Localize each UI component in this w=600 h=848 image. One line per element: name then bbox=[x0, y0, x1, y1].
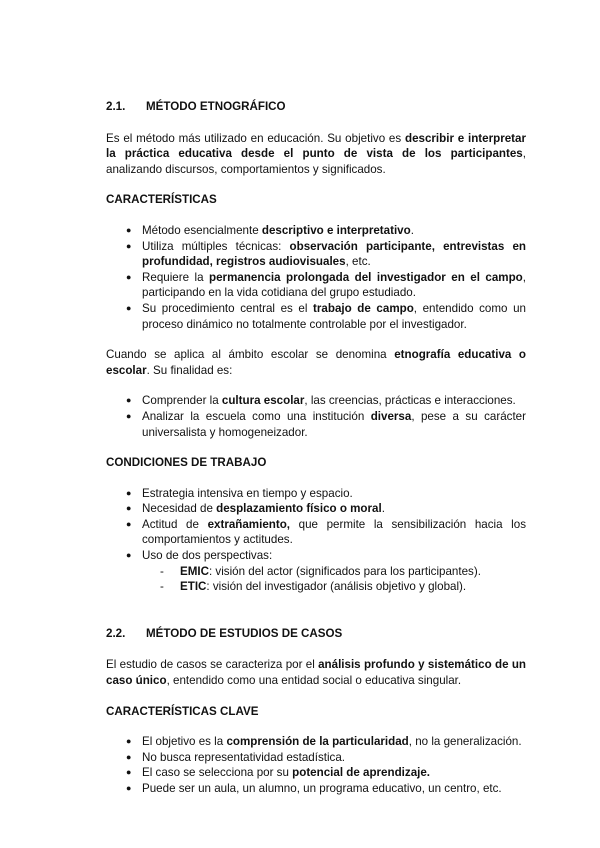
work-conditions-list bbox=[106, 486, 526, 564]
characteristics-list bbox=[106, 223, 526, 332]
text-run: , entendido como un proceso dinámico no totalmente controlable por el investigador. bbox=[142, 301, 526, 331]
text-run: Requiere la bbox=[142, 270, 210, 284]
list-item bbox=[106, 501, 526, 517]
text-run: , pese a su carácter universalista y homogeneizador. bbox=[142, 409, 526, 439]
section-2-1-heading bbox=[106, 99, 526, 115]
text-run: El objetivo es la bbox=[142, 735, 227, 749]
bold-text: trabajo de campo bbox=[313, 301, 414, 315]
list-item bbox=[106, 548, 526, 564]
bold-text: descriptivo e interpretativo bbox=[261, 223, 411, 237]
key-characteristics-heading: CARACTERÍSTICAS CLAVE bbox=[106, 704, 259, 718]
bold-text: potencial de aprendizaje. bbox=[292, 766, 431, 780]
text-run: Necesidad de bbox=[142, 502, 217, 516]
list-item bbox=[106, 781, 526, 797]
text-run: . bbox=[381, 502, 385, 516]
bold-text: desplazamiento físico o moral bbox=[216, 502, 382, 516]
text-run: Actitud de bbox=[142, 517, 208, 531]
text-run: Su procedimiento central es el bbox=[142, 301, 314, 315]
bold-text: permanencia prolongada del investigador en el campo bbox=[209, 270, 523, 284]
text-run: , las creencias, prácticas e interacciones. bbox=[304, 394, 516, 408]
section-title: MÉTODO DE ESTUDIOS DE CASOS bbox=[146, 626, 343, 640]
list-item bbox=[106, 239, 526, 270]
text-run: . Su finalidad es: bbox=[146, 363, 233, 377]
key-characteristics-list bbox=[106, 734, 526, 796]
list-item bbox=[106, 270, 526, 301]
section-title: MÉTODO ETNOGRÁFICO bbox=[146, 100, 286, 113]
section-number: 2.2. bbox=[106, 626, 126, 640]
text-run: Comprender la bbox=[142, 394, 222, 408]
section-2-2-heading bbox=[106, 626, 526, 642]
text-run: Utiliza múltiples técnicas: bbox=[142, 239, 290, 253]
bold-text: análisis profundo y sistemático de un caso único bbox=[106, 658, 526, 688]
list-item bbox=[106, 734, 526, 750]
text-run: El estudio de casos se caracteriza por el bbox=[106, 658, 319, 672]
bold-text: observación participante, entrevistas en profundidad, registros audiovisuales bbox=[142, 239, 527, 269]
perspectives-list bbox=[106, 564, 526, 595]
list-item bbox=[106, 301, 526, 332]
text-run: , analizando discursos, comportamientos y significados. bbox=[106, 147, 526, 176]
purpose-list bbox=[106, 393, 526, 440]
text-run: : visión del actor (significados para los participantes). bbox=[208, 564, 481, 578]
section-number: 2.1. bbox=[106, 100, 126, 113]
list-item bbox=[106, 564, 526, 580]
list-item bbox=[106, 393, 526, 409]
list-item bbox=[106, 486, 526, 502]
ethnographic-intro bbox=[106, 131, 526, 178]
text-run: , no la generalización. bbox=[408, 735, 522, 749]
bold-text: describir e interpretar la práctica educativa desde el punto de vista de los participantes bbox=[106, 131, 526, 161]
list-item bbox=[106, 750, 526, 766]
text-run: Cuando se aplica al ámbito escolar se denomina bbox=[106, 348, 395, 362]
list-item bbox=[106, 579, 526, 595]
text-run: . bbox=[410, 223, 414, 237]
bold-text: etnografía educativa o escolar bbox=[106, 348, 527, 377]
bold-text: ETIC bbox=[180, 580, 207, 594]
case-study-intro bbox=[106, 657, 526, 688]
text-run: Método esencialmente bbox=[142, 223, 262, 237]
document-page bbox=[106, 99, 526, 797]
text-run: Analizar la escuela como una institución bbox=[142, 409, 371, 423]
text-run: No busca representatividad estadística. bbox=[142, 750, 346, 764]
school-ethnography-paragraph bbox=[106, 347, 526, 378]
work-conditions-heading: CONDICIONES DE TRABAJO bbox=[106, 456, 267, 470]
list-item bbox=[106, 223, 526, 239]
bold-text: comprensión de la particularidad bbox=[226, 735, 409, 749]
bold-text: cultura escolar bbox=[221, 394, 305, 408]
list-item bbox=[106, 765, 526, 781]
text-run: , etc. bbox=[345, 255, 371, 269]
characteristics-heading: CARACTERÍSTICAS bbox=[106, 193, 217, 207]
list-item bbox=[106, 517, 526, 548]
text-run: , entendido como una entidad social o educativa singular. bbox=[166, 674, 462, 688]
bold-text: EMIC bbox=[180, 564, 209, 578]
text-run: : visión del investigador (análisis objetivo y global). bbox=[206, 580, 467, 594]
bold-text: diversa bbox=[370, 409, 412, 423]
bold-text: extrañamiento, bbox=[207, 517, 291, 531]
text-run: que permite la sensibilización hacia los comportamientos y actitudes. bbox=[142, 517, 526, 547]
text-run: , participando en la vida cotidiana del grupo estudiado. bbox=[142, 270, 527, 300]
text-run: Estrategia intensiva en tiempo y espacio. bbox=[142, 486, 353, 500]
text-run: Uso de dos perspectivas: bbox=[142, 549, 273, 563]
text-run: El caso se selecciona por su bbox=[142, 766, 293, 780]
text-run: Es el método más utilizado en educación. Su objetivo es bbox=[106, 131, 405, 145]
list-item bbox=[106, 409, 526, 440]
text-run: Puede ser un aula, un alumno, un programa educativo, un centro, etc. bbox=[142, 782, 502, 795]
